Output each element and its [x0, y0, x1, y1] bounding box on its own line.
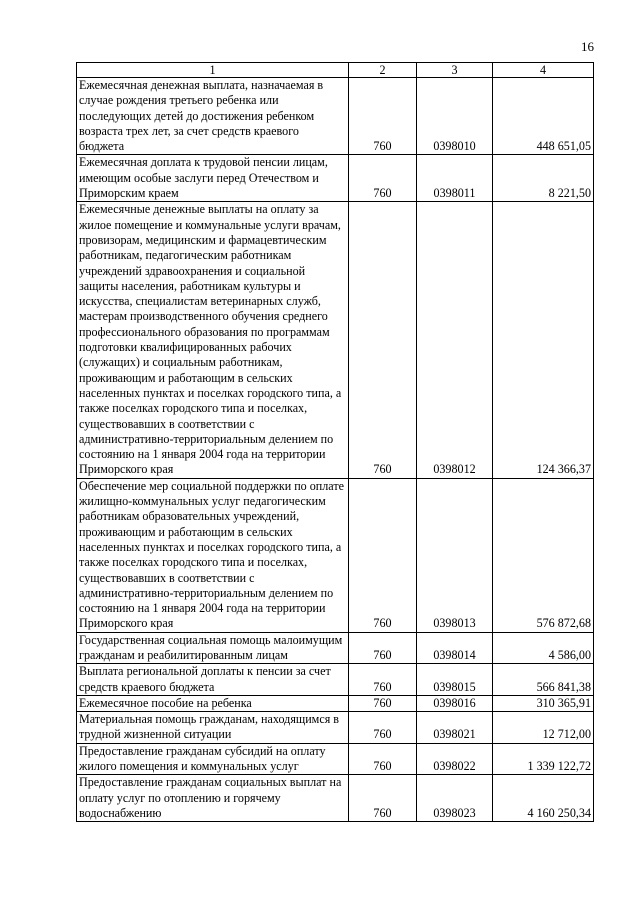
expense-name-cell: Ежемесячные денежные выплаты на оплату за жилое помещение и коммунальные услуги врачам, провизорам, медицинским и фармацевтическим работникам, педагогическим работникам учреждений здравоохранения и социальной защиты населения, работникам культуры и искусства, специалистам ветеринарных служб, мастерам производственного обучения среднего профессионального образования по программам подготовки квалифицированных рабочих (служащих) и социальным работникам, проживающим и работающим в сельских населенных пунктах и поселках городского типа, а также поселках городского типа и поселках, существовавших в соответствии с административно-территориальным делением по состоянию на 1 января 2004 года на территории Приморского края	[77, 202, 349, 478]
section-code-cell: 760	[349, 664, 417, 696]
amount-cell: 4 160 250,34	[493, 775, 594, 822]
section-code-cell: 760	[349, 712, 417, 744]
section-code-cell: 760	[349, 202, 417, 478]
table-row	[77, 78, 594, 155]
table-row	[77, 743, 594, 775]
expense-name-cell: Предоставление гражданам социальных выплат на оплату услуг по отоплению и горячему водоснабжению	[77, 775, 349, 822]
expense-name-cell: Ежемесячная доплата к трудовой пенсии лицам, имеющим особые заслуги перед Отечеством и Приморским краем	[77, 155, 349, 202]
page-number: 16	[581, 39, 594, 54]
amount-cell: 310 365,91	[493, 695, 594, 711]
section-code-cell: 760	[349, 478, 417, 632]
expense-name-cell: Ежемесячная денежная выплата, назначаемая в случае рождения третьего ребенка или последующих детей до достижения ребенком возраста трех лет, за счет средств краевого бюджета	[77, 78, 349, 155]
table-row	[77, 695, 594, 711]
amount-cell: 8 221,50	[493, 155, 594, 202]
expense-name-cell: Выплата региональной доплаты к пенсии за счет средств краевого бюджета	[77, 664, 349, 696]
table-row	[77, 664, 594, 696]
column-header: 3	[417, 63, 493, 78]
section-code-cell: 760	[349, 632, 417, 664]
expense-name-cell: Государственная социальная помощь малоимущим гражданам и реабилитированным лицам	[77, 632, 349, 664]
table-row	[77, 632, 594, 664]
column-header: 4	[493, 63, 594, 78]
table-row	[77, 478, 594, 632]
section-code-cell: 760	[349, 775, 417, 822]
table-row	[77, 775, 594, 822]
target-code-cell: 0398016	[417, 695, 493, 711]
target-code-cell: 0398012	[417, 202, 493, 478]
expense-name-cell: Предоставление гражданам субсидий на оплату жилого помещения и коммунальных услуг	[77, 743, 349, 775]
table-row	[77, 155, 594, 202]
target-code-cell: 0398011	[417, 155, 493, 202]
target-code-cell: 0398015	[417, 664, 493, 696]
section-code-cell: 760	[349, 743, 417, 775]
column-header: 1	[77, 63, 349, 78]
amount-cell: 448 651,05	[493, 78, 594, 155]
section-code-cell: 760	[349, 78, 417, 155]
target-code-cell: 0398010	[417, 78, 493, 155]
amount-cell: 4 586,00	[493, 632, 594, 664]
target-code-cell: 0398022	[417, 743, 493, 775]
amount-cell: 1 339 122,72	[493, 743, 594, 775]
amount-cell: 124 366,37	[493, 202, 594, 478]
section-code-cell: 760	[349, 155, 417, 202]
table-row	[77, 202, 594, 478]
target-code-cell: 0398014	[417, 632, 493, 664]
expense-name-cell: Ежемесячное пособие на ребенка	[77, 695, 349, 711]
expense-name-cell: Обеспечение мер социальной поддержки по оплате жилищно-коммунальных услуг педагогическим работникам образовательных учреждений, проживающим и работающим в сельских населенных пунктах и поселках городского типа, а также поселках городского типа и поселках, существовавших в соответствии с административно-территориальным делением по состоянию на 1 января 2004 года на территории Приморского края	[77, 478, 349, 632]
amount-cell: 576 872,68	[493, 478, 594, 632]
target-code-cell: 0398021	[417, 712, 493, 744]
column-header: 2	[349, 63, 417, 78]
expense-name-cell: Материальная помощь гражданам, находящимся в трудной жизненной ситуации	[77, 712, 349, 744]
budget-table	[76, 62, 594, 822]
amount-cell: 12 712,00	[493, 712, 594, 744]
target-code-cell: 0398013	[417, 478, 493, 632]
section-code-cell: 760	[349, 695, 417, 711]
amount-cell: 566 841,38	[493, 664, 594, 696]
table-row	[77, 712, 594, 744]
table-header-row	[77, 63, 594, 78]
target-code-cell: 0398023	[417, 775, 493, 822]
